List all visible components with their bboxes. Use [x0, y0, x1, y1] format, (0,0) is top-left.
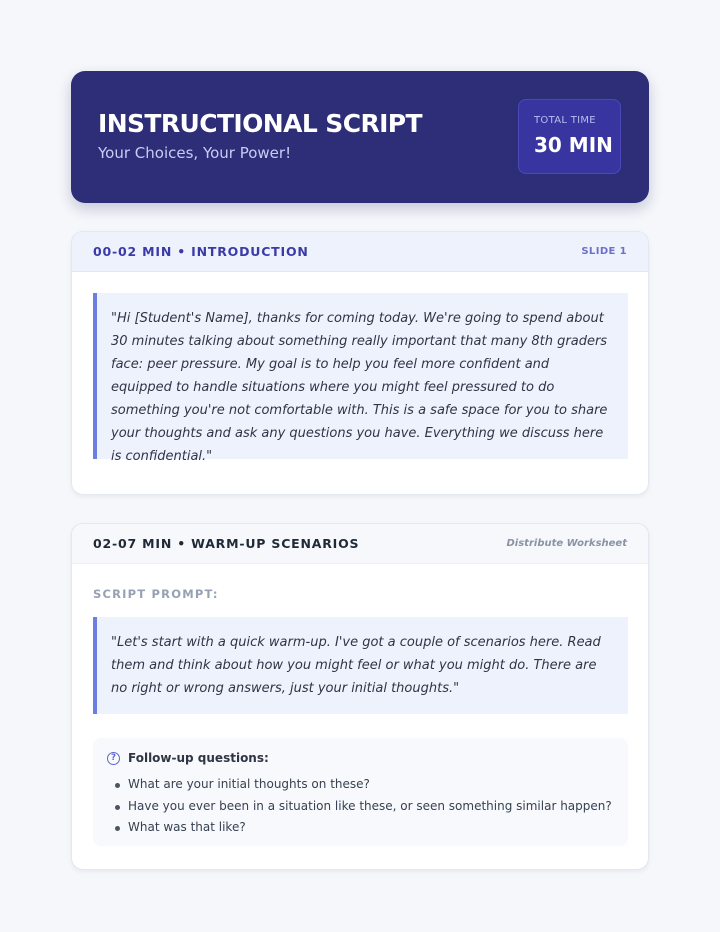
script-quote: "Hi [Student's Name], thanks for coming today. We're going to spend about 30 minutes talking about something really important that many 8th graders face: peer pressure. My goal is to help you feel more confident and equipped to handle situations where you might feel pressured to do something you're not comfortable with. This is a safe space for you to share your thoughts and ask any questions you have. Everything we discuss here is confidential." [93, 293, 628, 459]
follow-up-questions [93, 738, 628, 846]
total-time-label: TOTAL TIME [534, 115, 596, 126]
section-header [72, 524, 648, 564]
list-item: What are your initial thoughts on these? [128, 774, 612, 796]
script-quote: "Let's start with a quick warm-up. I've got a couple of scenarios here. Read them and think about how you might feel or what you might do. There are no right or wrong answers, just your initial thoughts." [93, 617, 628, 714]
page-subtitle: Your Choices, Your Power! [98, 144, 292, 162]
page-title: INSTRUCTIONAL SCRIPT [98, 109, 422, 138]
follow-up-title: Follow-up questions: [128, 751, 269, 765]
follow-up-list [128, 774, 612, 839]
section-introduction [71, 231, 649, 495]
list-item: What was that like? [128, 817, 612, 839]
section-title: 02-07 MIN • WARM-UP SCENARIOS [93, 536, 360, 551]
worksheet-note: Distribute Worksheet [506, 538, 627, 549]
total-time-value: 30 MIN [534, 133, 613, 157]
section-header [72, 232, 648, 272]
slide-badge: SLIDE 1 [581, 246, 627, 257]
total-time-badge [518, 99, 621, 174]
script-prompt-label: SCRIPT PROMPT: [93, 587, 219, 601]
section-title: 00-02 MIN • INTRODUCTION [93, 244, 309, 259]
script-header [71, 71, 649, 203]
list-item: Have you ever been in a situation like these, or seen something similar happen? [128, 796, 612, 818]
section-warm-up-scenarios [71, 523, 649, 870]
question-circle-icon: ? [107, 752, 120, 765]
